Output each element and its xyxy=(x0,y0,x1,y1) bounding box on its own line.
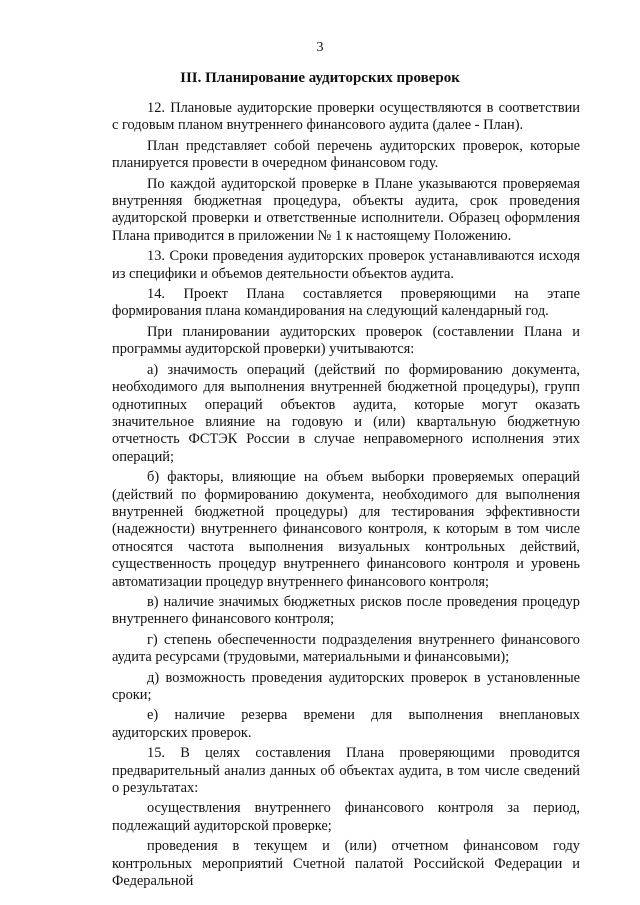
list-item-d: д) возможность проведения аудиторских проверок в установленные сроки; xyxy=(112,669,580,703)
list-item-b: б) факторы, влияющие на объем выборки проверяемых операций (действий по формированию документа, необходимого для выполнения внутренней бюджетной процедуры) для тестирования эффективности (надежности) внутреннего финансового контроля, к которым в том числе относятся частота выполнения визуальных контрольных действий, существенность процедур внутреннего финансового контроля и уровень автоматизации процедур внутреннего финансового контроля; xyxy=(112,469,580,590)
list-item-g: г) степень обеспеченности подразделения внутреннего финансового аудита ресурсами (трудовыми, материальными и финансовыми); xyxy=(112,631,580,666)
paragraph-plan-definition: План представляет собой перечень аудиторских проверок, которые планируется провести в очередном финансовом году. xyxy=(112,137,580,172)
page-number: 3 xyxy=(316,40,324,55)
paragraph-control-measures: проведения в текущем и (или) отчетном финансовом году контрольных мероприятий Счетной палатой Российской Федерации и Федеральной xyxy=(112,838,580,890)
paragraph-plan-contents: По каждой аудиторской проверке в Плане указываются проверяемая внутренняя бюджетная процедура, объекты аудита, срок проведения аудиторской проверки и ответственные исполнители. Образец оформления Плана приводится в приложении № 1 к настоящему Положению. xyxy=(112,175,580,244)
list-item-v: в) наличие значимых бюджетных рисков после проведения процедур внутреннего финансового контроля; xyxy=(112,593,580,628)
paragraph-planning-factors-intro: При планировании аудиторских проверок (составлении Плана и программы аудиторской проверки) учитываются: xyxy=(112,323,580,358)
list-item-e: е) наличие резерва времени для выполнения внеплановых аудиторских проверок. xyxy=(112,707,580,741)
list-item-a: а) значимость операций (действий по формированию документа, необходимого для выполнения внутренней бюджетной процедуры), групп однотипных операций объектов аудита, которые могут оказать значительное влияние на годовую и (или) квартальную бюджетную отчетность ФСТЭК России в случае неправомерного исполнения этих операций; xyxy=(112,361,580,465)
paragraph-14: 14. Проект Плана составляется проверяющими на этапе формирования плана командирования на следующий календарный год. xyxy=(112,286,580,320)
paragraph-internal-control-results: осуществления внутреннего финансового контроля за период, подлежащий аудиторской проверке; xyxy=(112,800,580,834)
document-body xyxy=(112,100,580,890)
section-heading: III. Планирование аудиторских проверок xyxy=(180,70,460,86)
paragraph-15: 15. В целях составления Плана проверяющими проводится предварительный анализ данных об объектах аудита, в том числе сведений о результатах: xyxy=(112,745,580,797)
paragraph-13: 13. Сроки проведения аудиторских проверок устанавливаются исходя из специфики и объемов деятельности объектов аудита. xyxy=(112,248,580,282)
paragraph-12: 12. Плановые аудиторские проверки осуществляются в соответствии с годовым планом внутреннего финансового аудита (далее - План). xyxy=(112,100,580,134)
